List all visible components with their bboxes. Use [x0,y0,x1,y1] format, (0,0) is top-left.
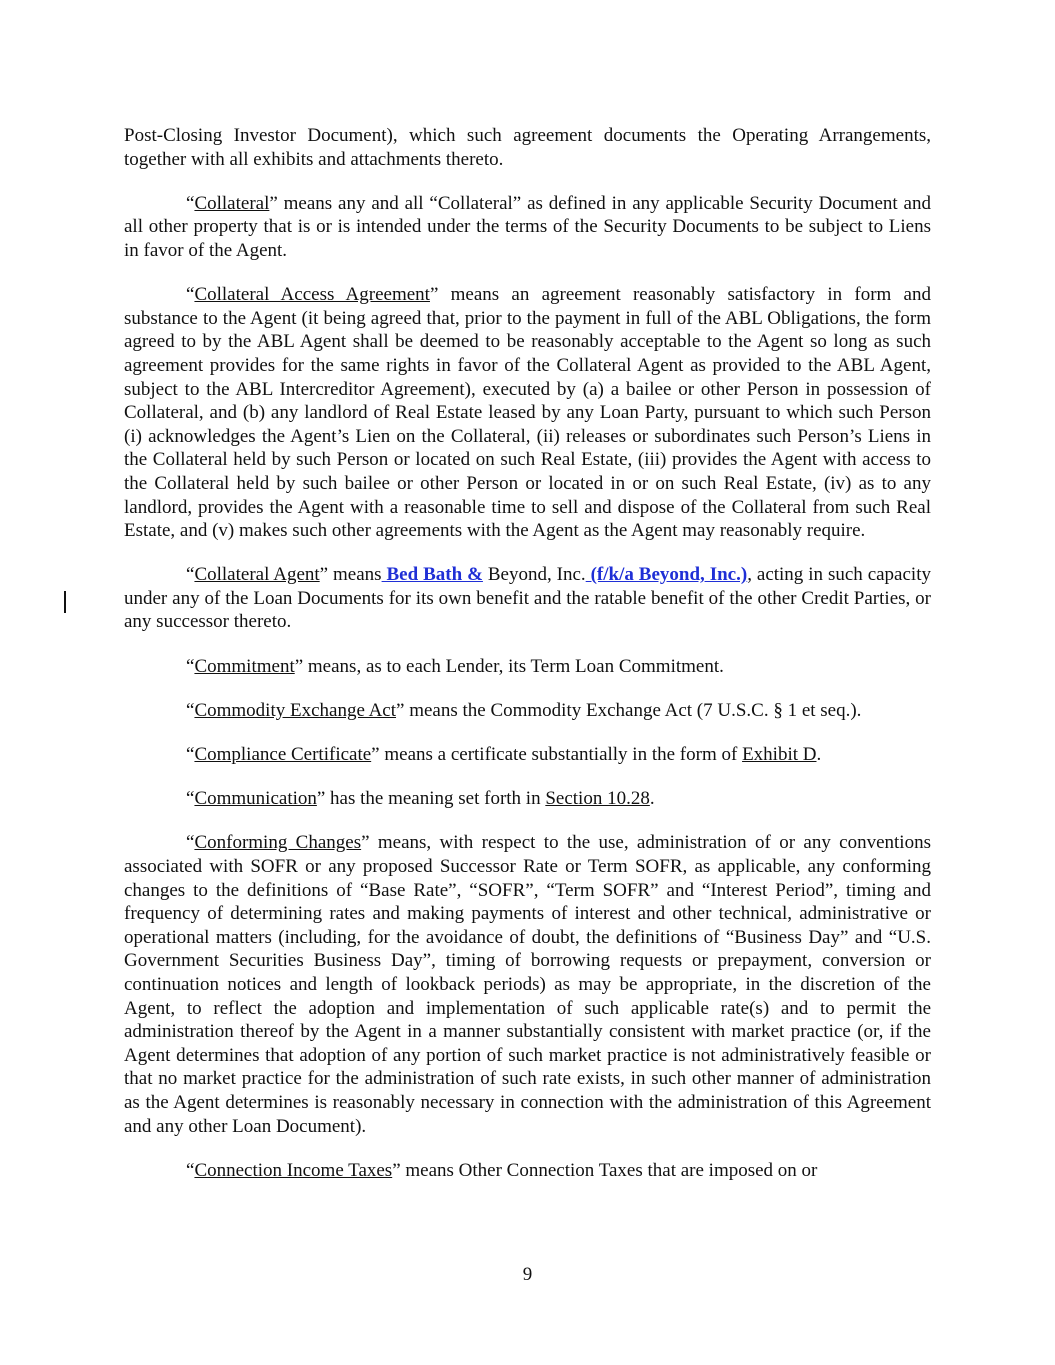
definition-communication [124,787,931,811]
open-quote: “ [186,788,195,810]
definition-text: ” means a certificate substantially in the form of [371,744,743,766]
document-page-body [124,124,931,1182]
page-number: 9 [522,1264,533,1285]
definition-text: ” means, as to each Lender, its Term Loan Commitment. [294,655,724,677]
paragraph-continuation [124,124,931,171]
open-quote: “ [186,1159,195,1181]
definition-conforming-changes [124,831,931,1138]
inserted-text: Bed Bath & [381,564,483,586]
definition-commitment [124,655,931,679]
paragraph-text: Post-Closing Investor Document), which such agreement documents the Operating Arrangements, together with all exhibits and attachments thereto. [124,125,931,170]
section-reference: Section 10.28 [545,788,650,810]
definition-text: ” means, with respect to the use, administration of or any conventions associated with SOFR or any proposed Successor Rate or Term SOFR, as applicable, any conforming changes to the definitions of “Base Rate”, “SOFR”, “Term SOFR” and “Interest Period”, timing and frequency of determining rates and making payments of interest and other technical, administrative or operational matters (including, for the avoidance of doubt, the definitions of “Business Day” and “U.S. Government Securities Business Day”, timing of borrowing requests or prepayment, conversion or continuation notices and length of lookback periods) as may be appropriate, in the discretion of the Agent, to reflect the adoption and implementation of such applicable rate(s) and to permit the administration thereof by the Agent in a manner substantially consistent with market practice (or, if the Agent determines that adoption of any portion of such market practice is not administratively feasible or that no market practice for the administration of such rate exists, in such other manner of administration as the Agent determines is reasonably necessary in connection with the administration of this Agreement and any other Loan Document). [124,832,931,1137]
definition-text: ” means any and all “Collateral” as defined in any applicable Security Document and all other property that is or is intended under the terms of the Security Documents to be subject to Liens in favor of the Agent. [124,192,931,261]
defined-term: Conforming Changes [194,832,362,854]
definition-text: . [649,788,655,810]
defined-term: Commodity Exchange Act [194,699,397,721]
exhibit-reference: Exhibit D [742,744,817,766]
inserted-text: (f/k/a Beyond, Inc.) [585,564,748,586]
open-quote: “ [186,564,195,586]
open-quote: “ [186,699,195,721]
definition-text: Beyond, Inc. [482,564,586,586]
definition-text: ” means an agreement reasonably satisfactory in form and substance to the Agent (it being agreed that, prior to the payment in full of the ABL Obligations, the form agreed to by the ABL Agent shall be deemed to be reasonably acceptable to the Agent so long as such agreement provides for the same rights in favor of the Collateral Agent as provided to the ABL Agent, subject to the ABL Intercreditor Agreement), executed by (a) a bailee or other Person in possession of Collateral, and (b) any landlord of Real Estate leased by any Loan Party, pursuant to which such Person (i) acknowledges the Agent’s Lien on the Collateral, (ii) releases or subordinates such Person’s Liens in the Collateral held by such Person or located on such Real Estate, (iii) provides the Agent with access to the Collateral held by such bailee or other Person or located in or on such Real Estate, (iv) as to any landlord, provides the Agent with a reasonable time to sell and dispose of the Collateral from such Real Estate, and (v) makes such other agreements with the Agent as the Agent may reasonably require. [124,284,931,542]
definition-collateral-agent [124,563,931,634]
open-quote: “ [186,192,195,214]
definition-collateral-access-agreement [124,283,931,543]
revision-change-bar [64,591,66,613]
definition-text: ” means [319,564,382,586]
defined-term: Compliance Certificate [194,744,372,766]
definition-text: ” means Other Connection Taxes that are imposed on or [392,1159,818,1181]
definition-text: , acting in such capacity under any of the Loan Documents for its own benefit and the ratable benefit of the other Credit Parties, or any successor thereto. [124,564,931,633]
open-quote: “ [186,284,195,306]
open-quote: “ [186,744,195,766]
defined-term: Collateral [194,192,270,214]
definition-text: ” has the meaning set forth in [316,788,546,810]
definition-text: ” means the Commodity Exchange Act (7 U.S.C. § 1 et seq.). [396,699,862,721]
definition-text: . [816,744,822,766]
open-quote: “ [186,832,195,854]
defined-term: Collateral Agent [194,564,320,586]
open-quote: “ [186,655,195,677]
definition-compliance-certificate [124,743,931,767]
defined-term: Connection Income Taxes [194,1159,393,1181]
definition-commodity-exchange-act [124,699,931,723]
defined-term: Collateral Access Agreement [194,284,430,306]
definition-collateral [124,192,931,263]
defined-term: Commitment [194,655,295,677]
defined-term: Communication [194,788,317,810]
definition-connection-income-taxes [124,1159,931,1183]
